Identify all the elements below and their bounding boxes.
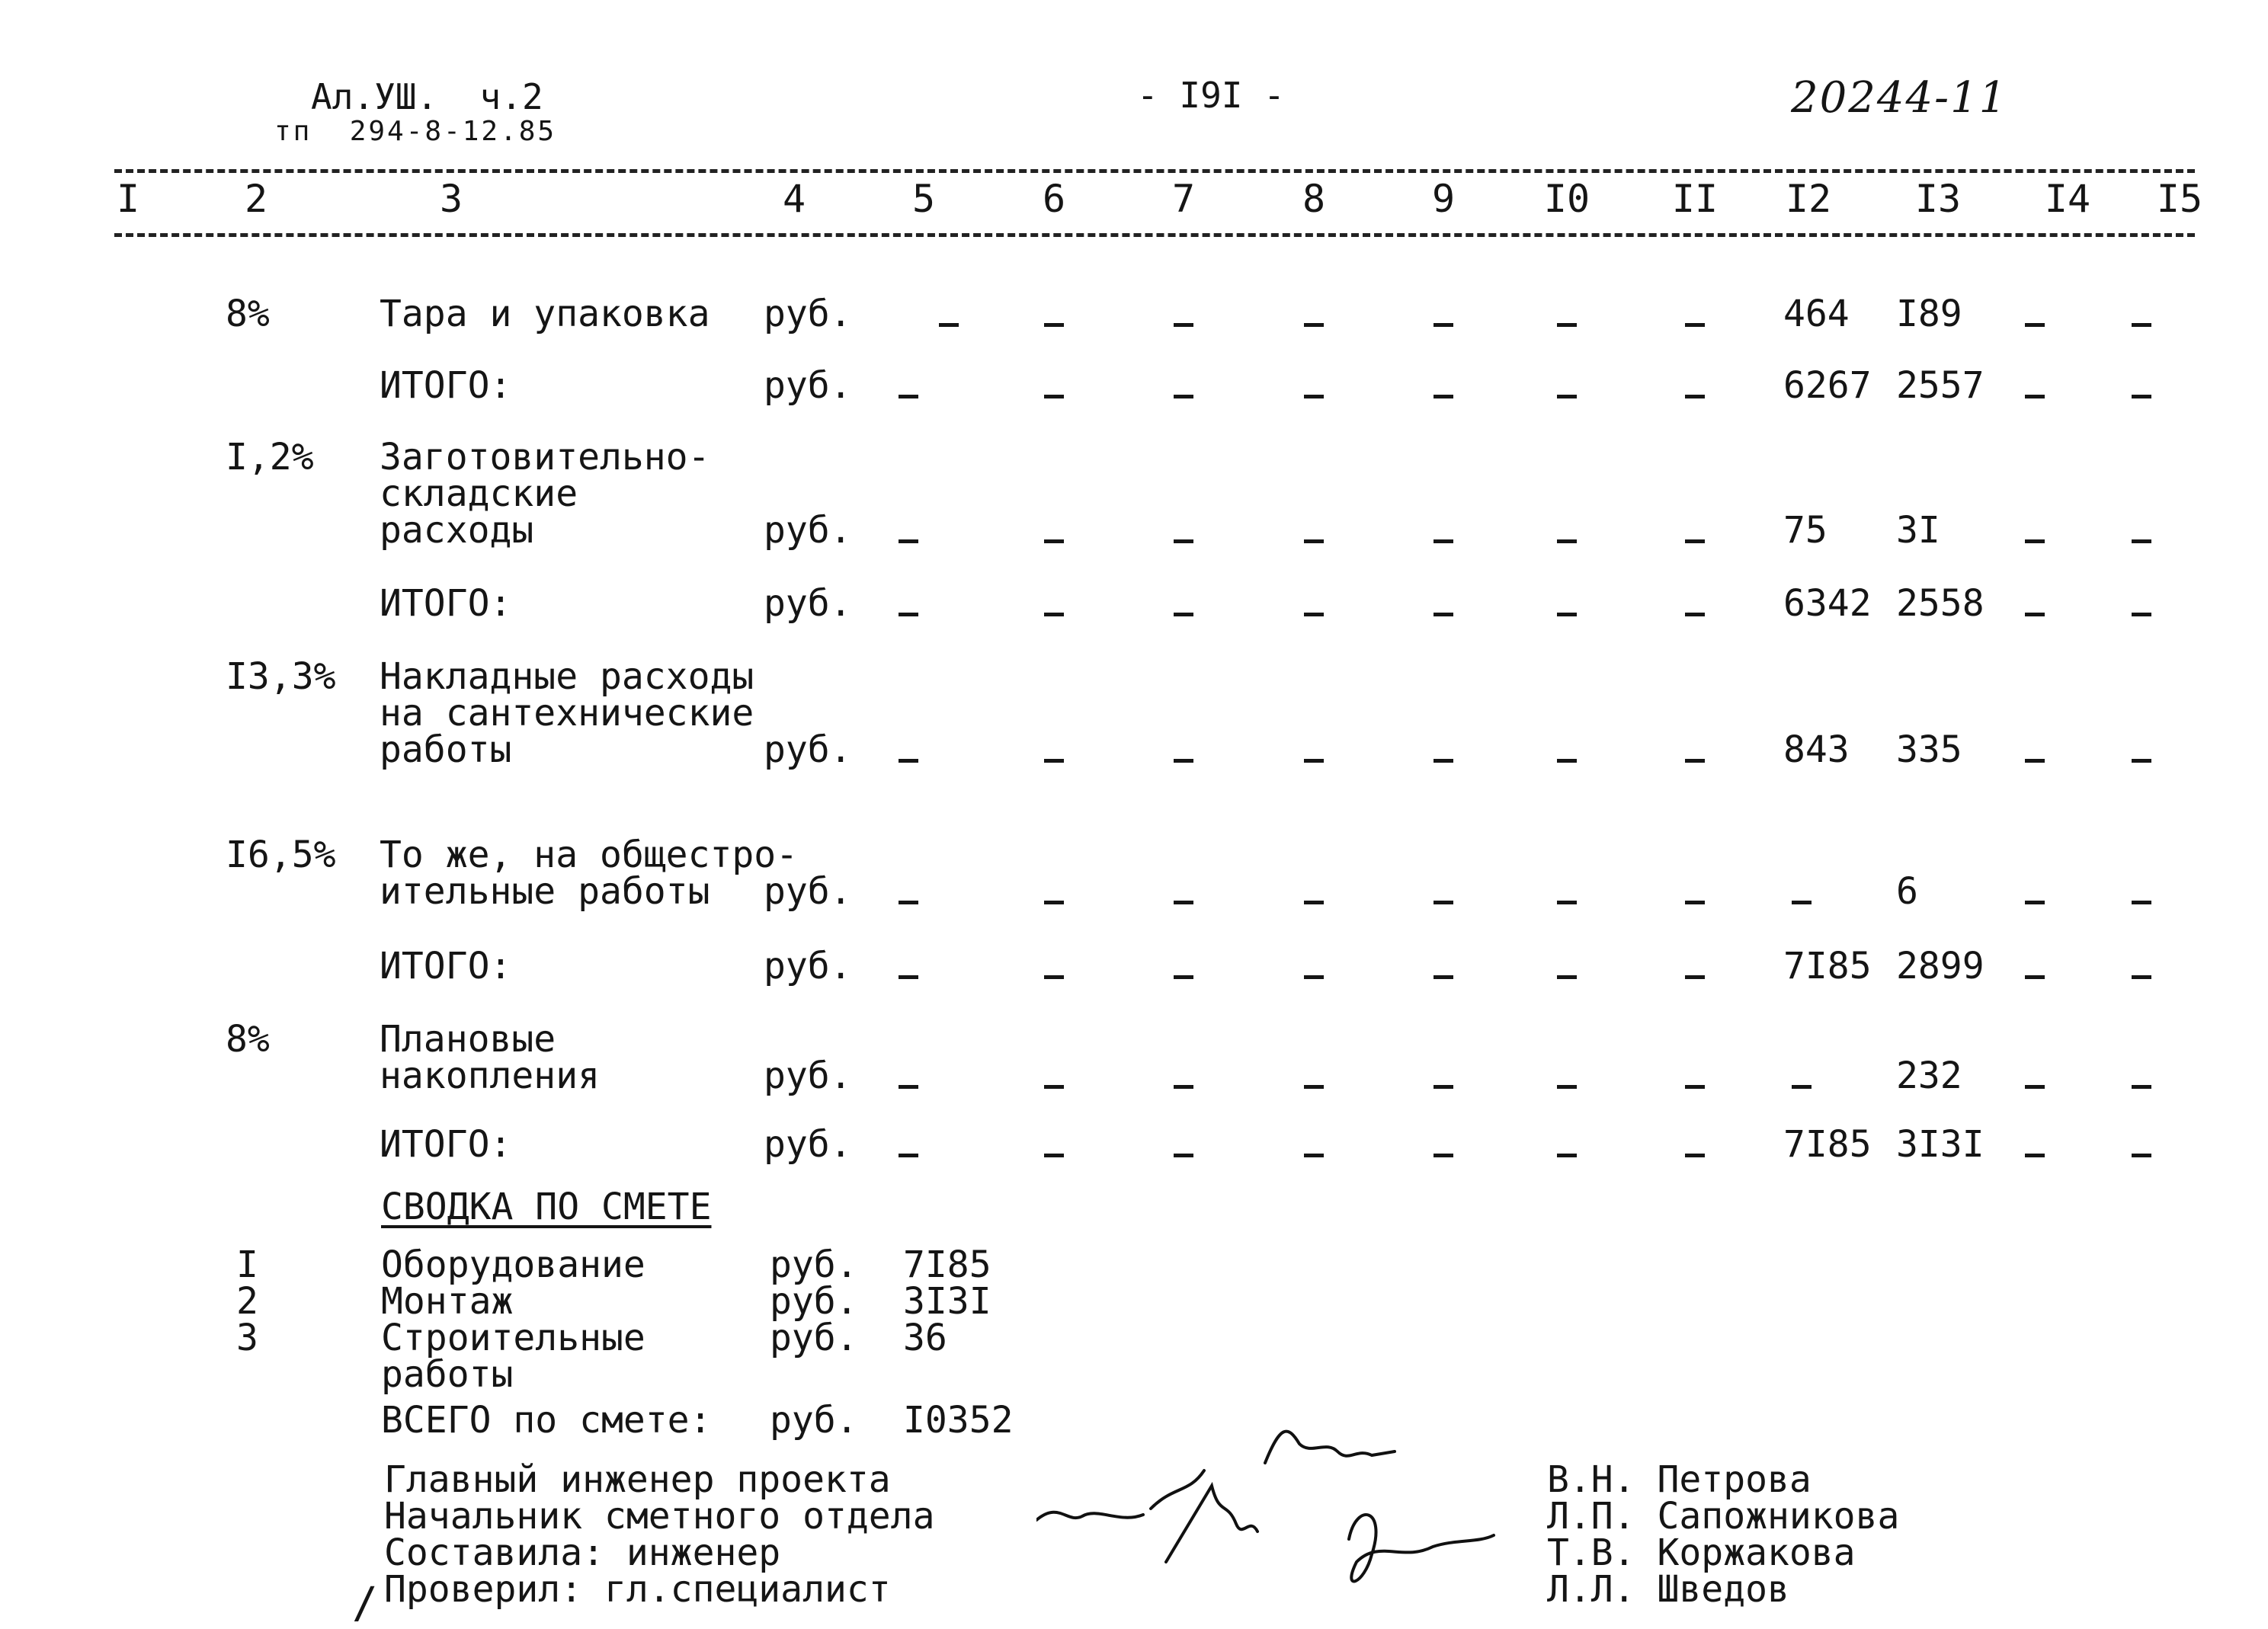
row-description: работы <box>380 728 512 771</box>
cell-col11 <box>1685 952 1705 997</box>
cell-col7 <box>1174 1131 1193 1175</box>
row-unit: руб. <box>764 728 852 771</box>
cell-col15 <box>2132 517 2151 561</box>
column-number-15: I5 <box>2156 177 2203 221</box>
row-description: ИТОГО: <box>380 364 512 407</box>
cell-col14 <box>2025 1062 2045 1106</box>
cell-col10 <box>1557 372 1577 416</box>
cell-col9 <box>1434 952 1453 997</box>
summary-title: СВОДКА ПО СМЕТЕ <box>381 1186 712 1228</box>
cell-col7 <box>1174 372 1193 416</box>
column-number-2: 2 <box>244 177 268 221</box>
signature-name: Л.Л. Шведов <box>1547 1568 1789 1611</box>
cell-col13: 232 <box>1896 1055 1962 1097</box>
cell-col9 <box>1434 517 1453 561</box>
cell-col10 <box>1557 1131 1577 1175</box>
cell-col15 <box>2132 1131 2151 1175</box>
cell-col10 <box>1557 517 1577 561</box>
cell-col12: 6342 <box>1783 582 1872 625</box>
row-unit: руб. <box>764 870 852 913</box>
cell-col7 <box>1174 1062 1193 1106</box>
cell-col9 <box>1434 300 1453 344</box>
cell-col5 <box>899 517 918 561</box>
cell-col10 <box>1557 736 1577 780</box>
cell-col5 <box>899 952 918 997</box>
cell-col12: 843 <box>1783 728 1850 771</box>
summary-item-name: Монтаж <box>381 1280 514 1323</box>
row-description: Заготовительно- <box>380 436 710 478</box>
cell-col13: I89 <box>1896 293 1962 335</box>
cell-col13: 3I3I <box>1896 1123 1984 1166</box>
cell-col11 <box>1685 1062 1705 1106</box>
row-description: Плановые <box>380 1018 556 1061</box>
cell-col6 <box>1044 1131 1064 1175</box>
cell-col15 <box>2132 952 2151 997</box>
cell-col8 <box>1304 517 1324 561</box>
signature-name: Л.П. Сапожникова <box>1547 1495 1900 1538</box>
cell-col15 <box>2132 300 2151 344</box>
cell-col15 <box>2132 372 2151 416</box>
cell-col8 <box>1304 952 1324 997</box>
cell-col8 <box>1304 1062 1324 1106</box>
page-number: - I9I - <box>1137 75 1285 116</box>
cell-col6 <box>1044 590 1064 634</box>
cell-col8 <box>1304 878 1324 922</box>
row-percent: 8% <box>226 1018 270 1061</box>
cell-col10 <box>1557 952 1577 997</box>
cell-col13: 335 <box>1896 728 1962 771</box>
cell-col5 <box>899 1131 918 1175</box>
cell-col13: 2558 <box>1896 582 1984 625</box>
row-unit: руб. <box>764 582 852 625</box>
cell-col13: 2899 <box>1896 945 1984 987</box>
cell-col7 <box>1174 300 1193 344</box>
check-mark: / <box>352 1579 378 1628</box>
summary-item-value: 7I85 <box>903 1243 991 1286</box>
row-unit: руб. <box>764 364 852 407</box>
cell-col10 <box>1557 590 1577 634</box>
cell-col11 <box>1685 517 1705 561</box>
cell-col7 <box>1174 517 1193 561</box>
cell-col6 <box>1044 517 1064 561</box>
row-unit: руб. <box>764 1055 852 1097</box>
document-number: 20244-11 <box>1791 73 2008 123</box>
cell-col9 <box>1434 736 1453 780</box>
row-description: ительные работы <box>380 870 710 913</box>
cell-col8 <box>1304 372 1324 416</box>
cell-col13: 3I <box>1896 509 1940 552</box>
cell-col12 <box>1792 878 1812 922</box>
cell-col14 <box>2025 736 2045 780</box>
cell-col12: 6267 <box>1783 364 1872 407</box>
cell-col13: 2557 <box>1896 364 1984 407</box>
row-unit: руб. <box>764 293 852 335</box>
cell-col5 <box>899 736 918 780</box>
column-number-6: 6 <box>1042 177 1066 221</box>
column-number-13: I3 <box>1914 177 1962 221</box>
cell-col9 <box>1434 590 1453 634</box>
cell-col5 <box>939 300 959 344</box>
signature-role: Составила: инженер <box>384 1531 781 1574</box>
column-number-11: II <box>1671 177 1719 221</box>
row-description: на сантехнические <box>380 692 754 734</box>
cell-col12: 7I85 <box>1783 945 1872 987</box>
cell-col14 <box>2025 590 2045 634</box>
row-description: ИТОГО: <box>380 1123 512 1166</box>
cell-col6 <box>1044 1062 1064 1106</box>
summary-total-value: I0352 <box>903 1399 1014 1442</box>
column-number-4: 4 <box>782 177 806 221</box>
row-description: ИТОГО: <box>380 945 512 987</box>
signature-name: В.Н. Петрова <box>1547 1458 1812 1501</box>
signature-role: Проверил: гл.специалист <box>384 1568 891 1611</box>
summary-item-number: 2 <box>236 1280 258 1323</box>
cell-col11 <box>1685 878 1705 922</box>
summary-item-name: Строительные <box>381 1317 645 1359</box>
cell-col12: 75 <box>1783 509 1828 552</box>
column-number-5: 5 <box>911 177 936 221</box>
column-number-1: I <box>116 177 140 221</box>
handwritten-signatures <box>1036 1410 1524 1608</box>
row-percent: 8% <box>226 293 270 335</box>
cell-col5 <box>899 878 918 922</box>
cell-col15 <box>2132 1062 2151 1106</box>
cell-col11 <box>1685 300 1705 344</box>
cell-col6 <box>1044 736 1064 780</box>
cell-col14 <box>2025 300 2045 344</box>
summary-item-unit: руб. <box>770 1243 858 1286</box>
cell-col5 <box>899 590 918 634</box>
cell-col7 <box>1174 590 1193 634</box>
cell-col12: 464 <box>1783 293 1850 335</box>
cell-col14 <box>2025 952 2045 997</box>
cell-col14 <box>2025 1131 2045 1175</box>
row-unit: руб. <box>764 945 852 987</box>
row-percent: I,2% <box>226 436 314 478</box>
signature-role: Начальник сметного отдела <box>384 1495 935 1538</box>
cell-col12: 7I85 <box>1783 1123 1872 1166</box>
cell-col11 <box>1685 736 1705 780</box>
column-number-10: I0 <box>1543 177 1590 221</box>
cell-col14 <box>2025 372 2045 416</box>
cell-col15 <box>2132 590 2151 634</box>
row-unit: руб. <box>764 509 852 552</box>
cell-col8 <box>1304 590 1324 634</box>
row-percent: I6,5% <box>226 834 336 876</box>
album-code: Ал.УШ. ч.2 <box>311 76 543 117</box>
column-number-3: 3 <box>439 177 463 221</box>
summary-item-number: I <box>236 1243 258 1286</box>
cell-col7 <box>1174 878 1193 922</box>
cell-col8 <box>1304 736 1324 780</box>
cell-col12 <box>1792 1062 1812 1106</box>
summary-item-value: 3I3I <box>903 1280 991 1323</box>
row-description: Тара и упаковка <box>380 293 710 335</box>
cell-col8 <box>1304 1131 1324 1175</box>
cell-col10 <box>1557 1062 1577 1106</box>
row-description: накопления <box>380 1055 600 1097</box>
row-description: ИТОГО: <box>380 582 512 625</box>
cell-col15 <box>2132 736 2151 780</box>
header-bottom-rule <box>114 233 2195 237</box>
cell-col7 <box>1174 736 1193 780</box>
row-percent: I3,3% <box>226 655 336 698</box>
cell-col15 <box>2132 878 2151 922</box>
cell-col13: 6 <box>1896 870 1918 913</box>
cell-col14 <box>2025 878 2045 922</box>
cell-col6 <box>1044 952 1064 997</box>
column-number-8: 8 <box>1302 177 1326 221</box>
summary-item-name: Оборудование <box>381 1243 645 1286</box>
column-number-12: I2 <box>1785 177 1832 221</box>
row-description: складские <box>380 472 578 515</box>
summary-total-label: ВСЕГО по смете: <box>381 1399 712 1442</box>
signature-role: Главный инженер проекта <box>384 1458 891 1501</box>
cell-col9 <box>1434 1131 1453 1175</box>
column-number-14: I4 <box>2044 177 2091 221</box>
summary-item-number: 3 <box>236 1317 258 1359</box>
column-number-7: 7 <box>1171 177 1196 221</box>
row-unit: руб. <box>764 1123 852 1166</box>
row-description: расходы <box>380 509 534 552</box>
cell-col5 <box>899 1062 918 1106</box>
summary-item-value: 36 <box>903 1317 947 1359</box>
cell-col11 <box>1685 1131 1705 1175</box>
cell-col14 <box>2025 517 2045 561</box>
summary-total-unit: руб. <box>770 1399 858 1442</box>
row-description: То же, на общестро- <box>380 834 799 876</box>
cell-col7 <box>1174 952 1193 997</box>
cell-col11 <box>1685 590 1705 634</box>
column-number-9: 9 <box>1431 177 1456 221</box>
cell-col9 <box>1434 372 1453 416</box>
cell-col11 <box>1685 372 1705 416</box>
summary-item-3-continuation: работы <box>381 1353 514 1396</box>
signature-name: Т.В. Коржакова <box>1547 1531 1856 1574</box>
cell-col10 <box>1557 878 1577 922</box>
row-description: Накладные расходы <box>380 655 754 698</box>
cell-col10 <box>1557 300 1577 344</box>
cell-col6 <box>1044 372 1064 416</box>
cell-col5 <box>899 372 918 416</box>
header-top-rule <box>114 169 2195 173</box>
cell-col6 <box>1044 878 1064 922</box>
summary-item-unit: руб. <box>770 1317 858 1359</box>
summary-item-unit: руб. <box>770 1280 858 1323</box>
cell-col6 <box>1044 300 1064 344</box>
cell-col8 <box>1304 300 1324 344</box>
cell-col9 <box>1434 878 1453 922</box>
project-code: тп 294-8-12.85 <box>274 116 557 147</box>
cell-col9 <box>1434 1062 1453 1106</box>
